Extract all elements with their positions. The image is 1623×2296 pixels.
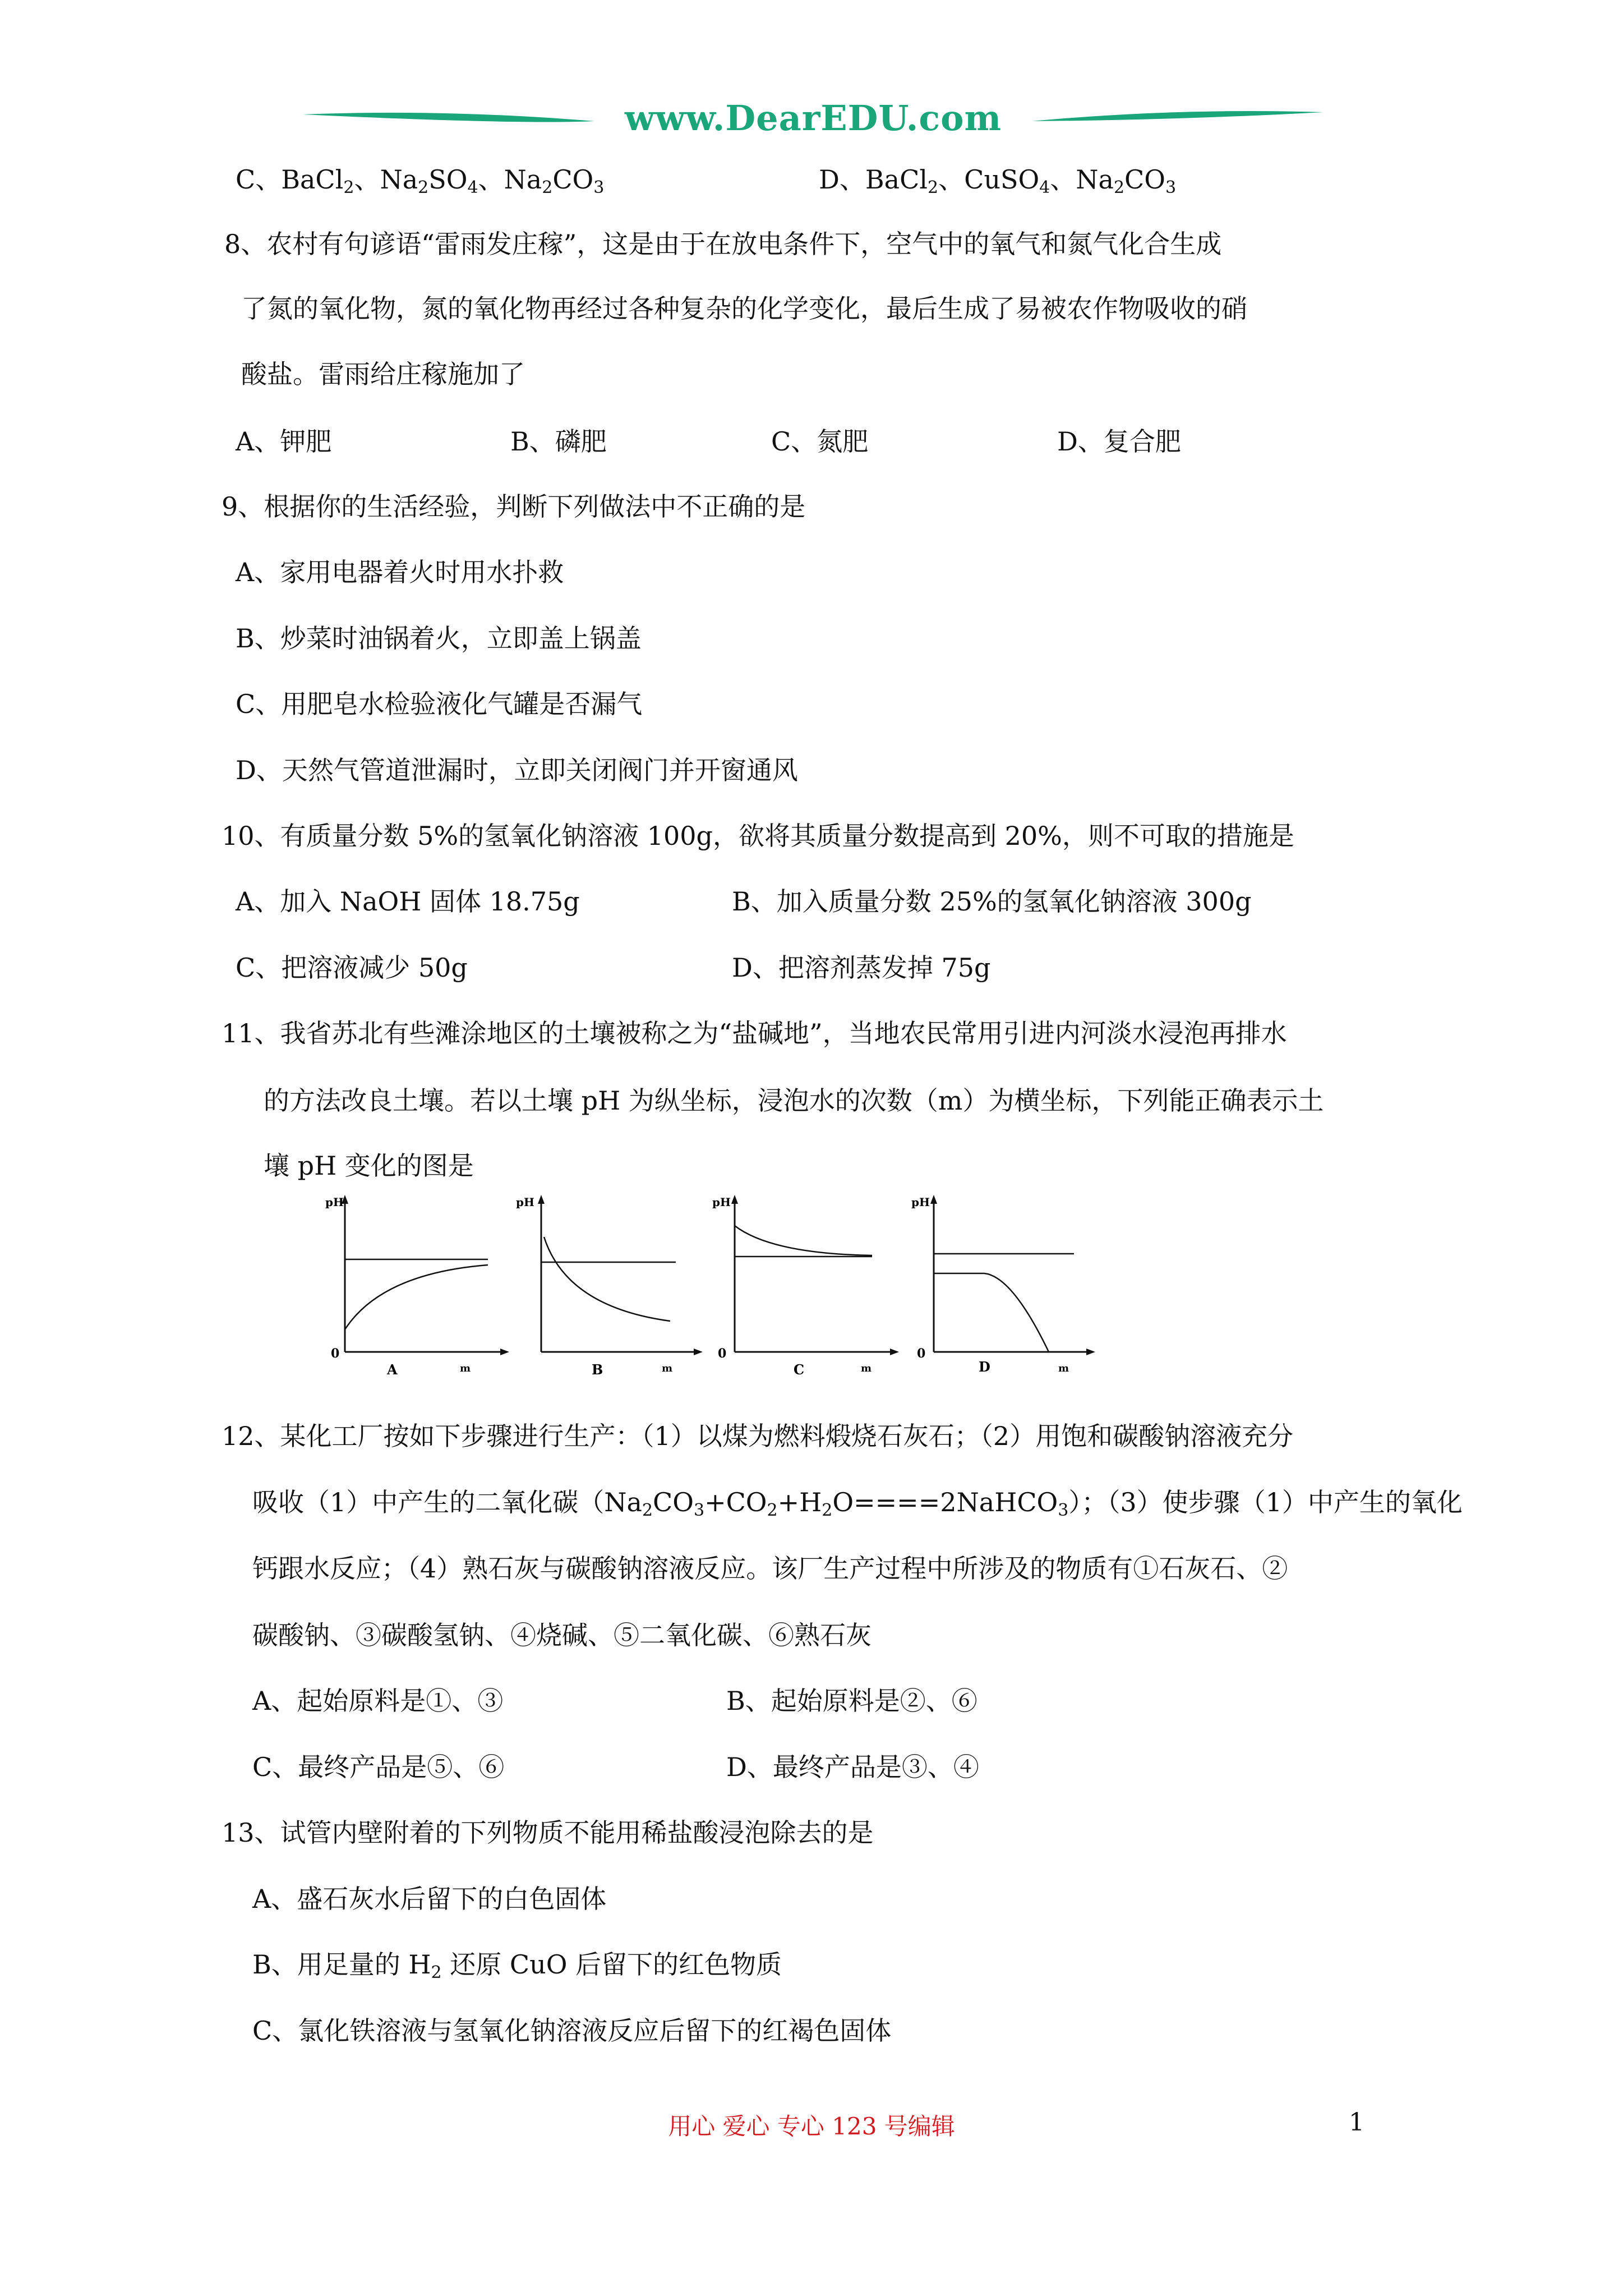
q9-option-b: B、炒菜时油锅着火，立即盖上锅盖 — [236, 623, 642, 654]
q12-option-b: B、起始原料是②、⑥ — [726, 1686, 978, 1716]
graph-c-xlabel: m — [861, 1363, 872, 1374]
graph-d-xlabel: m — [1058, 1363, 1069, 1374]
graph-b-ylabel: pH — [516, 1195, 534, 1209]
graph-a-label: A — [387, 1361, 398, 1378]
q12-stem-line2: 吸收（1）中产生的二氧化碳$(Na_2CO_3+CO_2+H_2O====2NaHCO_3)$；（3）使步骤（1）中产生的氧化 — [252, 1487, 1463, 1520]
graph-d-ylabel: pH — [911, 1195, 930, 1209]
graph-a-ylabel: pH — [325, 1195, 344, 1209]
q12-option-d: D、最终产品是③、④ — [726, 1752, 979, 1782]
q10-option-a: A、加入 NaOH 固体 18.75g — [236, 886, 580, 917]
q11-stem-line1: 11、我省苏北有些滩涂地区的土壤被称之为“盐碱地”，当地农民常用引进内河淡水浸泡再排水 — [222, 1018, 1287, 1048]
q11-stem-line3: 壤 pH 变化的图是 — [264, 1151, 474, 1181]
q9-option-c: C、用肥皂水检验液化气罐是否漏气 — [236, 689, 643, 719]
page-footer: 用心 爱心 专心 123 号编辑 — [668, 2113, 955, 2140]
q10-option-d: D、把溶剂蒸发掉 75g — [732, 953, 991, 983]
q7-option-c: C、BaCl$_2$、$Na_2SO_4$、$Na_2CO_3$ — [236, 164, 605, 197]
q9-option-a: A、家用电器着火时用水扑救 — [236, 557, 564, 587]
q11-graph-b — [513, 1189, 704, 1380]
q8-option-a: A、钾肥 — [236, 426, 332, 457]
q8-stem-line3: 酸盐。雷雨给庄稼施加了 — [241, 359, 525, 389]
q8-stem-line2: 了氮的氧化物，氮的氧化物再经过各种复杂的化学变化，最后生成了易被农作物吸收的硝 — [241, 293, 1247, 324]
site-header-banner — [303, 95, 1324, 151]
q8-option-b: B、磷肥 — [510, 426, 607, 457]
q13-stem: 13、试管内壁附着的下列物质不能用稀盐酸浸泡除去的是 — [222, 1818, 874, 1848]
graph-d-label: D — [979, 1359, 990, 1375]
q12-stem-line1: 12、某化工厂按如下步骤进行生产：（1）以煤为燃料煅烧石灰石；（2）用饱和碳酸钠溶液充分 — [222, 1421, 1294, 1451]
q12-option-a: A、起始原料是①、③ — [252, 1686, 504, 1716]
page-number: 1 — [1349, 2108, 1364, 2137]
q11-graph-a — [320, 1189, 510, 1380]
graph-b-label: B — [592, 1361, 603, 1378]
graph-a-origin: 0 — [331, 1346, 340, 1361]
q9-stem: 9、根据你的生活经验，判断下列做法中不正确的是 — [222, 491, 806, 522]
q11-graph-d — [906, 1189, 1096, 1380]
q8-stem-line1: 8、农村有句谚语“雷雨发庄稼”，这是由于在放电条件下，空气中的氧气和氮气化合生成 — [224, 229, 1222, 259]
q7-option-d: D、BaCl$_2$、CuSO$_4$、$Na_2CO_3$ — [819, 164, 1177, 197]
q10-option-b: B、加入质量分数 25%的氢氧化钠溶液 300g — [732, 886, 1252, 917]
q12-option-c: C、最终产品是⑤、⑥ — [252, 1752, 505, 1782]
graph-c-label: C — [794, 1361, 805, 1378]
graph-d-origin: 0 — [917, 1346, 926, 1361]
q13-option-c: C、氯化铁溶液与氢氧化钠溶液反应后留下的红褐色固体 — [252, 2016, 892, 2046]
q12-stem-line3: 钙跟水反应；（4）熟石灰与碳酸钠溶液反应。该厂生产过程中所涉及的物质有①石灰石、② — [252, 1553, 1288, 1584]
q12-stem-line4: 碳酸钠、③碳酸氢钠、④烧碱、⑤二氧化碳、⑥熟石灰 — [252, 1620, 872, 1650]
graph-c-origin: 0 — [718, 1346, 727, 1361]
q11-graph-c — [709, 1189, 900, 1380]
q13-option-b: B、用足量的 $H_2$ 还原 CuO 后留下的红色物质 — [252, 1949, 782, 1982]
graph-b-xlabel: m — [662, 1363, 673, 1374]
graph-a-xlabel: m — [460, 1363, 471, 1374]
q10-option-c: C、把溶液减少 50g — [236, 953, 468, 983]
q8-option-d: D、复合肥 — [1057, 426, 1181, 457]
site-url: www.DearEDU.com — [624, 98, 1002, 139]
q8-option-c: C、氮肥 — [771, 426, 869, 457]
q11-stem-line2: 的方法改良土壤。若以土壤 pH 为纵坐标，浸泡水的次数（m）为横坐标，下列能正确表示土 — [264, 1085, 1324, 1116]
q13-option-a: A、盛石灰水后留下的白色固体 — [252, 1884, 607, 1914]
q9-option-d: D、天然气管道泄漏时，立即关闭阀门并开窗通风 — [236, 755, 798, 785]
graph-c-ylabel: pH — [712, 1195, 731, 1209]
q10-stem: 10、有质量分数 5%的氢氧化钠溶液 100g，欲将其质量分数提高到 20%，则不可取的措施是 — [222, 821, 1294, 851]
